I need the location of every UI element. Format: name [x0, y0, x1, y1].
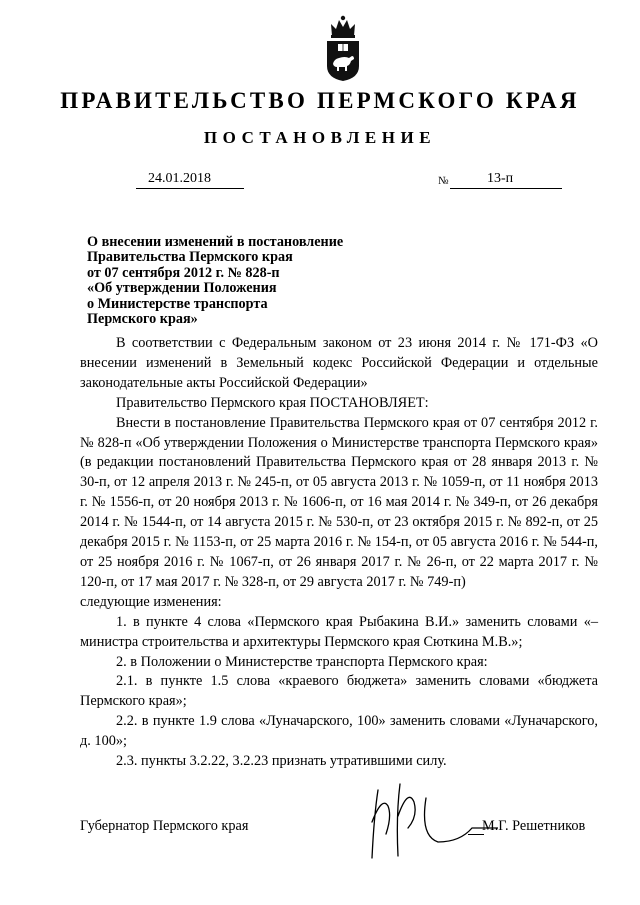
subject-line: О внесении изменений в постановление — [87, 234, 344, 250]
perm-krai-coat-of-arms-icon — [323, 14, 363, 82]
body-paragraph: 1. в пункте 4 слова «Пермского края Рыбакина В.И.» заменить словами «– министра строительства и архитектуры Пермского края Сюткина М.В.»; — [80, 613, 598, 650]
date-underline — [136, 188, 244, 189]
subject-line: «Об утверждении Положения — [87, 280, 277, 297]
document-number: 13-п — [487, 171, 514, 186]
subject-line: от 07 сентября 2012 г. № 828-п — [87, 264, 280, 281]
number-sign: № — [438, 175, 449, 187]
body-paragraph: Внести в постановление Правительства Пермского края от 07 сентября 2012 г. № 828-п «Об утверждении Положения о Министерстве транспорта Пермского края» (в редакции постановлений Правительства Пермского края от 28 января 2013 г. № 30-п, от 12 апреля 2013 г. № 245-п, от 05 августа 2013 г. № 1059-п, от 11 ноября 2013 г. № 1556-п, от 20 ноября 2013 г. № 1606-п, от 16 мая 2014 г. № 349-п, от 26 декабря 2014 г. № 1544-п, от 14 августа 2015 г. № 530-п, от 23 октября 2015 г. № 892-п, от 25 декабря 2015 г. № 1153-п, от 25 марта 2016 г. № 154-п, от 05 августа 2016 г. № 544-п, от 25 ноября 2016 г. № 1067-п, от 26 января 2017 г. № 26-п, от 22 марта 2017 г. № 120-п, от 17 мая 2017 г. № 328-п, от 29 августа 2017 г. № 749-п) — [80, 414, 598, 590]
body-paragraph: В соответствии с Федеральным законом от 23 июня 2014 г. № 171-ФЗ «О внесении изменений в Земельный кодекс Российской Федерации и отдельные законодательные акты Российской Федерации» — [80, 335, 598, 391]
document-type: ПОСТАНОВЛЕНИЕ — [203, 128, 437, 147]
document-date: 24.01.2018 — [148, 171, 211, 186]
document-subject — [87, 235, 343, 327]
body-paragraph: 2. в Положении о Министерстве транспорта Пермского края: — [116, 653, 488, 670]
number-underline — [450, 188, 562, 189]
body-paragraph: 2.1. в пункте 1.5 слова «краевого бюджета» заменить словами «бюджета Пермского края»; — [80, 673, 598, 710]
subject-line: о Министерстве транспорта — [87, 295, 268, 312]
subject-line: Пермского края» — [87, 311, 198, 328]
page-title: ПРАВИТЕЛЬСТВО ПЕРМСКОГО КРАЯ — [60, 88, 580, 113]
body-paragraph: следующие изменения: — [80, 593, 222, 610]
body-paragraph: Правительство Пермского края ПОСТАНОВЛЯЕТ: — [116, 394, 429, 411]
document-body — [80, 334, 598, 772]
body-paragraph: 2.3. пункты 3.2.22, 3.2.23 признать утратившими силу. — [116, 753, 447, 770]
body-paragraph: 2.2. в пункте 1.9 слова «Луначарского, 100» заменить словами «Луначарского, д. 100»; — [80, 713, 598, 750]
handwritten-signature — [348, 776, 498, 866]
signatory-position: Губернатор Пермского края — [80, 818, 249, 834]
signatory-name: М.Г. Решетников — [482, 818, 586, 834]
subject-line: Правительства Пермского края — [87, 249, 293, 266]
